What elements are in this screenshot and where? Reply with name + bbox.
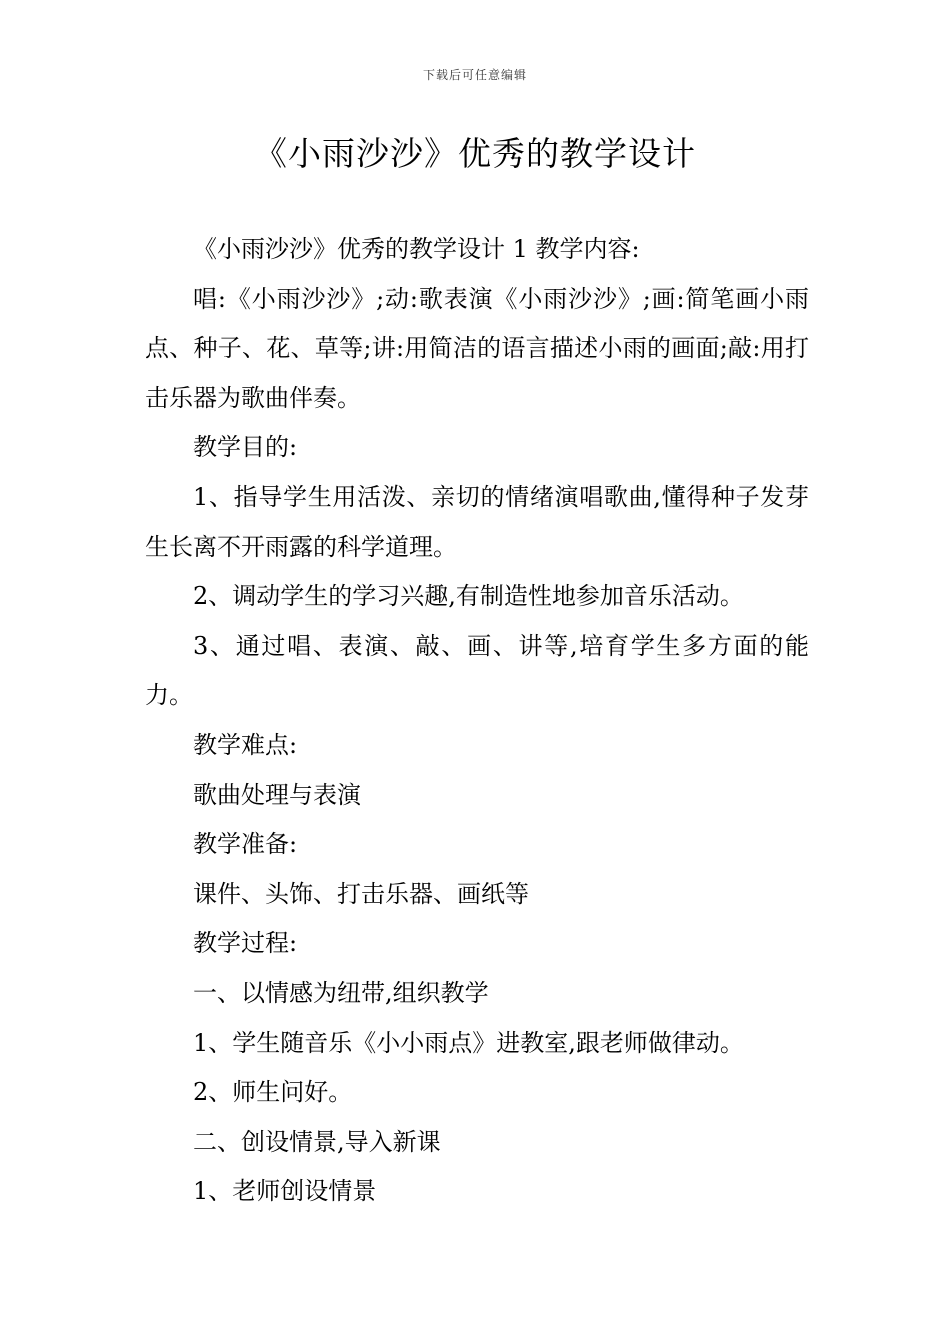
process-section-2: 二、创设情景,导入新课 xyxy=(193,1127,441,1156)
preparation-text: 课件、头饰、打击乐器、画纸等 xyxy=(193,879,529,908)
process-step-2-1: 1、老师创设情景 xyxy=(193,1177,377,1206)
process-step-1-1: 1、学生随音乐《小小雨点》进教室,跟老师做律动。 xyxy=(193,1028,744,1057)
paragraph-content: 唱:《小雨沙沙》;动:歌表演《小雨沙沙》;画:简笔画小雨点、种子、花、草等;讲:用简洁的语言描述小雨的画面;敲:用打击乐器为歌曲伴奏。 xyxy=(145,284,809,412)
objective-item-3: 3、通过唱、表演、敲、画、讲等,培育学生多方面的能力。 xyxy=(145,631,809,710)
objective-item-2: 2、调动学生的学习兴趣,有制造性地参加音乐活动。 xyxy=(193,582,744,611)
heading-preparation: 教学准备: xyxy=(193,830,298,859)
heading-process: 教学过程: xyxy=(193,929,298,958)
heading-difficulties: 教学难点: xyxy=(193,730,298,759)
heading-objectives: 教学目的: xyxy=(193,433,298,462)
process-section-1: 一、以情感为纽带,组织教学 xyxy=(193,978,489,1007)
document-body xyxy=(145,225,809,1217)
document-title: 《小雨沙沙》优秀的教学设计 xyxy=(254,134,696,173)
paragraph-intro: 《小雨沙沙》优秀的教学设计 1 教学内容: xyxy=(193,235,640,263)
process-step-1-2: 2、师生问好。 xyxy=(193,1078,353,1107)
header-note: 下载后可任意编辑 xyxy=(422,68,527,82)
objective-item-1: 1、指导学生用活泼、亲切的情绪演唱歌曲,懂得种子发芽生长离不开雨露的科学道理。 xyxy=(145,482,809,561)
difficulty-text: 歌曲处理与表演 xyxy=(193,780,361,809)
